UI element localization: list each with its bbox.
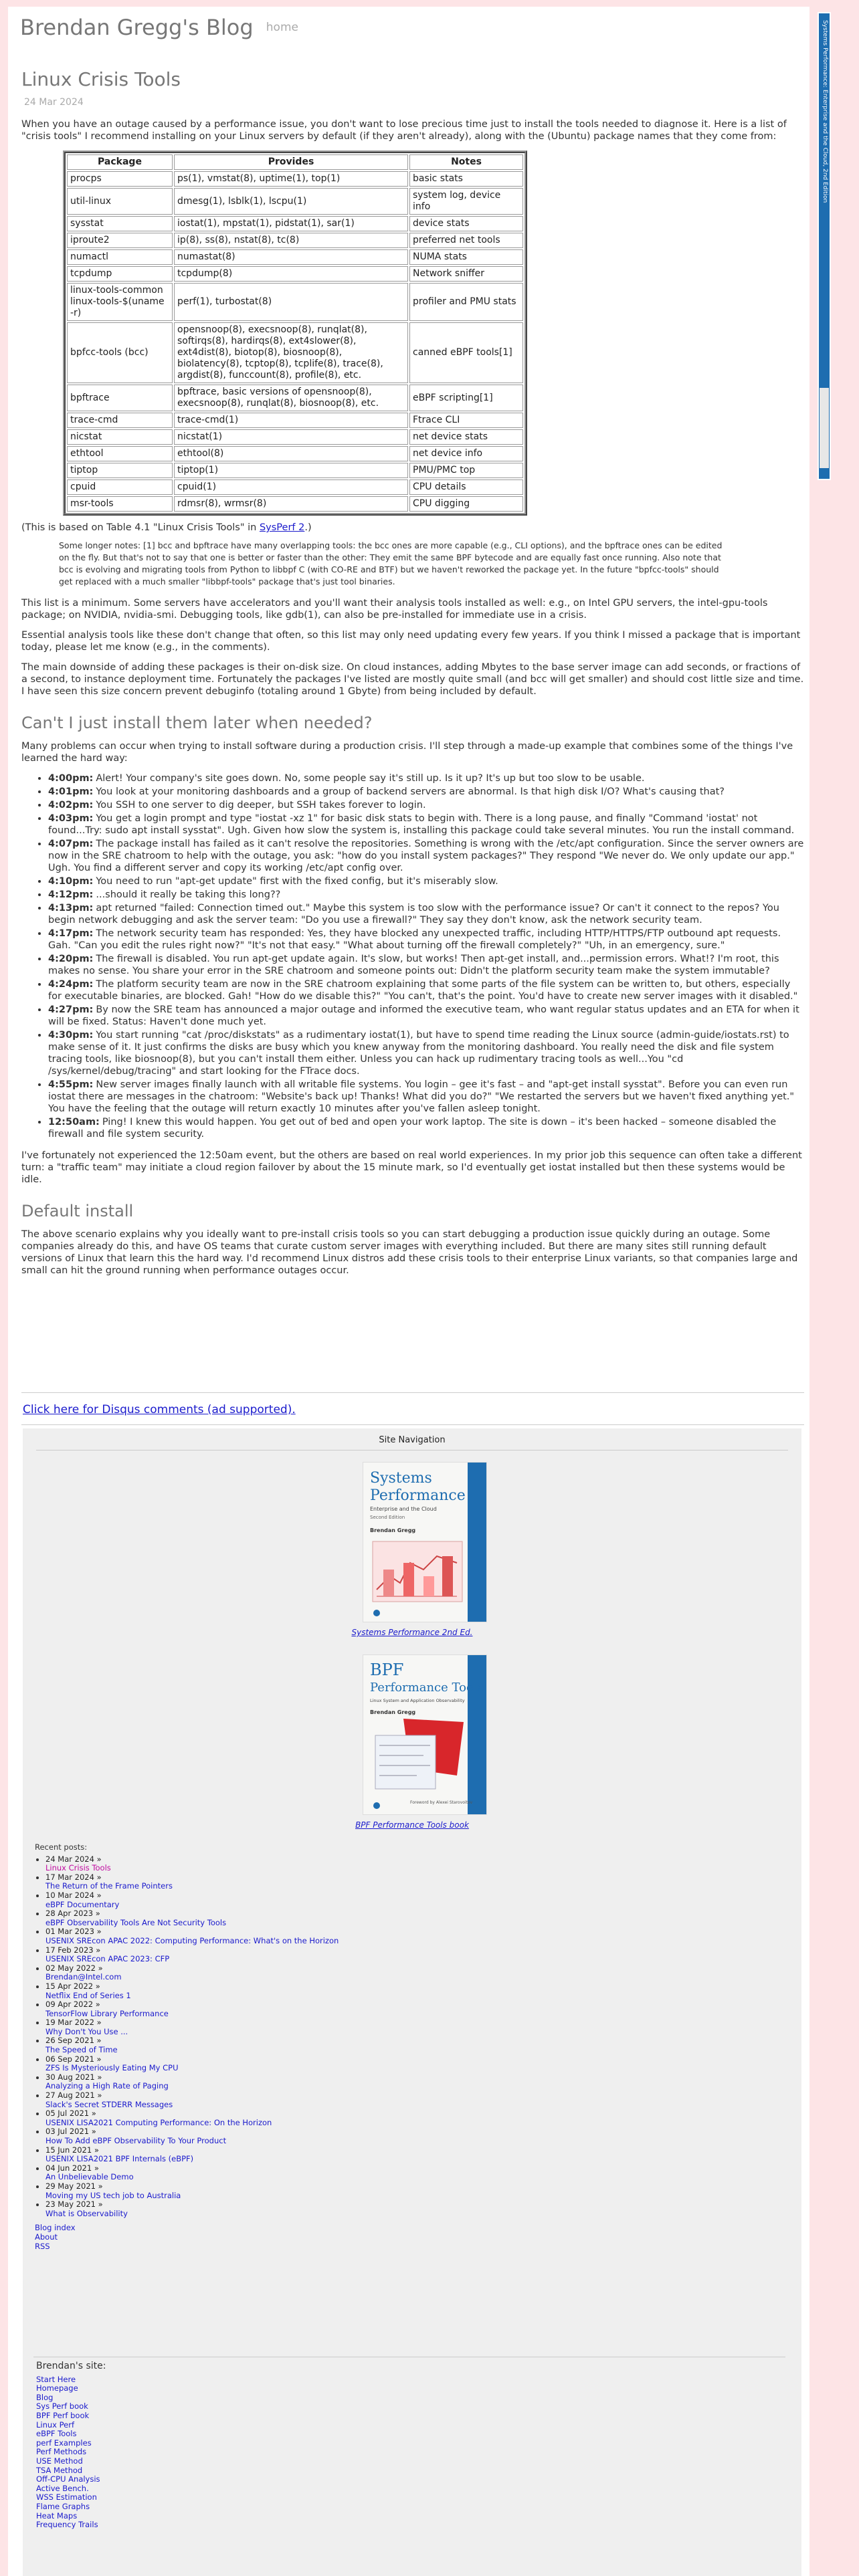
package-cell: msr-tools	[67, 496, 173, 512]
book1-subtitle: Enterprise and the Cloud	[370, 1506, 437, 1512]
recent-post-link[interactable]: Brendan@Intel.com	[45, 1972, 122, 1982]
book1-title-line2: Performance	[370, 1487, 466, 1504]
table-row	[67, 322, 523, 383]
recent-post-date: • 26 Sep 2021 »	[45, 2036, 102, 2046]
timeline-text: New server images finally launch with all writable file systems. You login – gee it's fast – and "apt-get install sysstat". Before you can even run iostat there are messages in the chatroom: "Website's back up! Thanks! What did you do?" "We restarted the servers but we haven't fixed anything yet." You have the feeling that the outage will return exactly 10 minutes after you've fallen asleep tonight.	[48, 1079, 795, 1114]
heading-default-install: Default install	[21, 1202, 134, 1220]
recent-post-item	[45, 2164, 503, 2182]
site-navigation-title: Site Navigation	[379, 1435, 446, 1445]
notes-cell: NUMA stats	[409, 249, 523, 265]
recent-post-item	[45, 1891, 503, 1909]
provides-cell: ethtool(8)	[174, 446, 408, 461]
site-link[interactable]: Active Bench.	[36, 2483, 89, 2493]
table-row	[67, 496, 523, 512]
divider	[21, 1392, 804, 1393]
site-link[interactable]: Start Here	[36, 2374, 76, 2384]
sysperf2-link[interactable]: SysPerf 2	[259, 522, 305, 533]
package-cell: iproute2	[67, 233, 173, 248]
notes-cell: basic stats	[409, 171, 523, 187]
systems-performance-book-link[interactable]: Systems Performance 2nd Ed.	[351, 1628, 473, 1637]
recent-post-date: • 02 May 2022 »	[45, 1963, 103, 1973]
recent-post-date: • 15 Apr 2022 »	[45, 1981, 100, 1991]
provides-cell: trace-cmd(1)	[174, 413, 408, 428]
timeline-item	[48, 1116, 804, 1140]
timeline-text: ...should it really be taking this long??	[96, 889, 281, 900]
provides-cell: nicstat(1)	[174, 429, 408, 445]
site-link[interactable]: TSA Method	[36, 2465, 83, 2475]
recent-post-link[interactable]: Moving my US tech job to Australia	[45, 2190, 181, 2200]
paragraph-minimum: This list is a minimum. Some servers have accelerators and you'll want their analysis tools installed as well: e.g., on Intel GPU servers, the intel-gpu-tools package; on NVIDIA, nvidia-smi. Debugging tools, like gdb(1), can also be pre-installed for immediate use in a crisis.	[21, 598, 768, 621]
recent-post-item	[45, 1873, 503, 1891]
recent-post-link[interactable]: USENIX LISA2021 Computing Performance: On the Horizon	[45, 2117, 272, 2127]
book2-title-line2: Performance Tools	[370, 1681, 484, 1695]
timeline-text: Alert! Your company's site goes down. No, some people say it's still up. Is it up? It's up but too slow to be usable.	[96, 773, 645, 784]
recent-post-item	[45, 1855, 503, 1873]
table-source-prefix: (This is based on Table 4.1 "Linux Crisis Tools" in	[21, 522, 260, 533]
column-header-provides: Provides	[174, 154, 408, 170]
recent-post-link[interactable]: Netflix End of Series 1	[45, 1990, 131, 2000]
notes-cell: eBPF scripting[1]	[409, 385, 523, 411]
brendans-site-links	[36, 2362, 504, 2530]
column-header-package: Package	[67, 154, 173, 170]
timeline-time: 4:07pm:	[48, 839, 94, 849]
timeline-item	[48, 799, 804, 811]
notes-cell: device stats	[409, 216, 523, 231]
notes-cell: PMU/PMC top	[409, 463, 523, 478]
paragraph-many-problems: Many problems can occur when trying to install software during a production crisis. I'll step through a made-up example that combines some of the things I've learned the hard way:	[21, 741, 793, 764]
package-cell: cpuid	[67, 479, 173, 495]
table-row	[67, 266, 523, 282]
recent-post-item	[45, 2146, 503, 2164]
recent-post-link[interactable]: Linux Crisis Tools	[45, 1863, 111, 1873]
provides-cell: rdmsr(8), wrmsr(8)	[174, 496, 408, 512]
provides-cell: tiptop(1)	[174, 463, 408, 478]
table-row	[67, 413, 523, 428]
notes-cell: net device info	[409, 446, 523, 461]
package-cell: linux-tools-common linux-tools-$(uname -r)	[67, 283, 173, 321]
recent-posts	[35, 1843, 503, 2251]
package-cell: bpftrace	[67, 385, 173, 411]
recent-post-date: • 04 Jun 2021 »	[45, 2163, 99, 2173]
timeline-time: 12:50am:	[48, 1117, 100, 1128]
recent-post-item	[45, 2182, 503, 2200]
recent-post-link[interactable]: Slack's Secret STDERR Messages	[45, 2099, 173, 2109]
site-link[interactable]: BPF Perf book	[36, 2410, 90, 2420]
recent-post-item	[45, 2055, 503, 2073]
timeline-time: 4:10pm:	[48, 876, 94, 887]
table-row	[67, 283, 523, 321]
recent-post-date: • 29 May 2021 »	[45, 2181, 103, 2191]
book2-author: Brendan Gregg	[370, 1709, 416, 1715]
recent-post-date: • 10 Mar 2024 »	[45, 1890, 102, 1900]
notes-cell: Network sniffer	[409, 266, 523, 282]
blog-header	[20, 15, 298, 49]
site-link[interactable]: Flame Graphs	[36, 2501, 90, 2511]
book-ad-banner[interactable]	[818, 12, 831, 480]
home-link[interactable]: home	[266, 21, 298, 34]
site-link[interactable]: WSS Estimation	[36, 2492, 97, 2502]
timeline-item	[48, 889, 804, 901]
site-link[interactable]: perf Examples	[36, 2438, 92, 2448]
recent-post-item	[45, 2018, 503, 2036]
about-link[interactable]: About	[35, 2232, 58, 2242]
timeline-time: 4:03pm:	[48, 813, 94, 824]
book1-title-line1: Systems	[370, 1470, 432, 1487]
recent-post-item	[45, 2127, 503, 2145]
recent-post-date: • 17 Mar 2024 »	[45, 1872, 102, 1882]
package-cell: procps	[67, 171, 173, 187]
recent-post-link[interactable]: USENIX SREcon APAC 2023: CFP	[45, 1954, 170, 1964]
divider	[36, 1450, 788, 1451]
recent-post-date: • 23 May 2021 »	[45, 2199, 103, 2210]
timeline-text: By now the SRE team has announced a major outage and informed the executive team, who want regular status updates and an ETA for when it will be fixed. Status: Haven't done much yet.	[48, 1004, 799, 1027]
table-source	[21, 522, 804, 533]
article	[21, 68, 804, 1285]
table-row	[67, 429, 523, 445]
timeline-time: 4:13pm:	[48, 903, 94, 914]
notes-cell: CPU digging	[409, 496, 523, 512]
recent-post-link[interactable]: eBPF Documentary	[45, 1899, 120, 1909]
recent-post-link[interactable]: The Speed of Time	[45, 2045, 118, 2055]
disqus-comments-link[interactable]: Click here for Disqus comments (ad supported).	[23, 1403, 296, 1416]
timeline-item	[48, 838, 804, 874]
table-row	[67, 479, 523, 495]
site-link[interactable]: eBPF Tools	[36, 2429, 77, 2439]
timeline-text: You start running "cat /proc/diskstats" as a rudimentary iostat(1), but have to spend time reading the Linux source (admin-guide/iostats.rst) to make sense of it. It just confirms the disks are busy which you knew anyway from the monitoring dashboard. You really need the disk and file system tracing tools, like biosnoop(8), but you can't install them either. Unless you can hack up rudimentary tracing tools as well...You "cd /sys/kernel/debug/tracing" and start looking for the FTrace docs.	[48, 1030, 789, 1077]
page	[8, 7, 809, 2576]
recent-post-date: • 27 Aug 2021 »	[45, 2090, 102, 2101]
timeline-item	[48, 772, 804, 784]
recent-post-date: • 24 Mar 2024 »	[45, 1854, 102, 1864]
timeline-item	[48, 953, 804, 977]
recent-post-item	[45, 1982, 503, 2000]
notes-cell: canned eBPF tools[1]	[409, 322, 523, 383]
banner-book-icon	[820, 388, 829, 468]
recent-post-item	[45, 2000, 503, 2018]
recent-post-link[interactable]: Analyzing a High Rate of Paging	[45, 2081, 169, 2091]
package-cell: tcpdump	[67, 266, 173, 282]
timeline-item	[48, 875, 804, 887]
package-cell: ethtool	[67, 446, 173, 461]
recent-post-link[interactable]: TensorFlow Library Performance	[45, 2008, 169, 2018]
systems-performance-cover-art	[363, 1463, 487, 1622]
timeline-time: 4:02pm:	[48, 800, 94, 811]
timeline-text: The platform security team are now in the SRE chatroom explaining that some parts of the file system can be written to, but others, especially for executable binaries, are blocked. Gah! "How do we disable this?" "You can't, that's the point. You'd have to create new server images with it disabled."	[48, 979, 798, 1002]
bpf-performance-tools-cover-art	[363, 1655, 487, 1815]
table-row	[67, 171, 523, 187]
post-date: 24 Mar 2024	[24, 97, 84, 108]
timeline-item	[48, 813, 804, 837]
provides-cell: numastat(8)	[174, 249, 408, 265]
timeline-time: 4:20pm:	[48, 954, 94, 964]
table-row	[67, 463, 523, 478]
notes-cell: Ftrace CLI	[409, 413, 523, 428]
timeline-text: The network security team has responded: Yes, they have blocked any unexpected traffic, including HTTP/HTTPS/FTP outbound apt requests. Gah. "Can you edit the rules right now?" "It's not that easy." "What about turning off the firewall completely?" "Uh, in an emergency, sure."	[48, 928, 781, 951]
recent-post-link[interactable]: An Unbelievable Demo	[45, 2172, 134, 2182]
site-link[interactable]: Frequency Trails	[36, 2520, 98, 2530]
timeline-time: 4:12pm:	[48, 889, 94, 900]
book2-subtitle: Linux System and Application Observability	[370, 1698, 465, 1703]
notes-cell: system log, device info	[409, 188, 523, 215]
paragraph-downside: The main downside of adding these packages is their on-disk size. On cloud instances, adding Mbytes to the base server image can add seconds, or fractions of a second, to instance deployment time. Fortunately the packages I've listed are mostly quite small (and bcc will get smaller) and should cost little size and time. I have seen this size concern prevent debuginfo (totaling around 1 Gbyte) from being included by default.	[21, 662, 804, 697]
bpf-performance-tools-book-link[interactable]: BPF Performance Tools book	[355, 1820, 469, 1830]
package-cell: nicstat	[67, 429, 173, 445]
package-cell: util-linux	[67, 188, 173, 215]
recent-post-date: • 03 Jul 2021 »	[45, 2127, 96, 2137]
provides-cell: perf(1), turbostat(8)	[174, 283, 408, 321]
provides-cell: ip(8), ss(8), nstat(8), tc(8)	[174, 233, 408, 248]
recent-post-date: • 06 Sep 2021 »	[45, 2054, 102, 2064]
timeline-text: Ping! I knew this would happen. You get out of bed and open your work laptop. The site is down – it's been hacked – someone disabled the firewall and file system security.	[48, 1117, 777, 1140]
timeline-item	[48, 928, 804, 952]
table-header-row	[67, 154, 523, 170]
paragraph-default-install: The above scenario explains why you ideally want to pre-install crisis tools so you can start debugging a production issue quickly during an outage. Some companies already do this, and have OS teams that curate custom server images with everything included. But there are many sites still running default versions of Linux that learn this the hard way. I'd recommend Linux distros add these crisis tools to their enterprise Linux variants, so that companies large and small can hit the ground running when performance outages occur.	[21, 1229, 798, 1276]
recent-post-link[interactable]: USENIX LISA2021 BPF Internals (eBPF)	[45, 2154, 194, 2164]
package-cell: numactl	[67, 249, 173, 265]
book1-edition: Second Edition	[370, 1515, 405, 1520]
divider	[21, 1424, 804, 1425]
provides-cell: iostat(1), mpstat(1), pidstat(1), sar(1)	[174, 216, 408, 231]
package-cell: tiptop	[67, 463, 173, 478]
provides-cell: cpuid(1)	[174, 479, 408, 495]
table-row	[67, 233, 523, 248]
table-row	[67, 446, 523, 461]
table-row	[67, 385, 523, 411]
site-link[interactable]: Sys Perf book	[36, 2401, 88, 2411]
recent-post-item	[45, 1927, 503, 1945]
site-link[interactable]: Blog	[36, 2392, 54, 2402]
recent-post-date: • 01 Mar 2023 »	[45, 1927, 102, 1937]
provides-cell: tcpdump(8)	[174, 266, 408, 282]
recent-post-link[interactable]: How To Add eBPF Observability To Your Product	[45, 2136, 227, 2145]
timeline-time: 4:17pm:	[48, 928, 94, 939]
timeline-text: You get a login prompt and type "iostat -xz 1" for basic disk stats to begin with. There is a long pause, and finally "Command 'iostat' not found...Try: sudo apt install sysstat". Ugh. Given how slow the system is, installing this package could take several minutes. You run the install command.	[48, 813, 795, 836]
recent-post-date: • 30 Aug 2021 »	[45, 2072, 102, 2082]
timeline-time: 4:30pm:	[48, 1030, 94, 1041]
timeline-time: 4:24pm:	[48, 979, 94, 990]
timeline-text: apt returned "failed: Connection timed out." Maybe this system is too slow with the performance issue? Or can't it connect to the repos? You begin network debugging and ask the server team: "Do you use a firewall?" They say they don't know, ask the network security team.	[48, 903, 779, 926]
notes-cell: profiler and PMU stats	[409, 283, 523, 321]
recent-post-date: • 05 Jul 2021 »	[45, 2109, 96, 2119]
recent-post-item	[45, 1946, 503, 1964]
timeline-time: 4:55pm:	[48, 1079, 94, 1090]
timeline-item	[48, 1004, 804, 1028]
timeline-item	[48, 1029, 804, 1077]
recent-post-link[interactable]: Why Don't You Use ...	[45, 2026, 128, 2036]
notes-cell: preferred net tools	[409, 233, 523, 248]
timeline-item	[48, 786, 804, 798]
provides-cell: dmesg(1), lsblk(1), lscpu(1)	[174, 188, 408, 215]
site-link[interactable]: Linux Perf	[36, 2420, 75, 2430]
systems-performance-book-cover[interactable]	[363, 1462, 487, 1622]
provides-cell: ps(1), vmstat(8), uptime(1), top(1)	[174, 171, 408, 187]
timeline-time: 4:27pm:	[48, 1004, 94, 1015]
outage-timeline	[21, 772, 804, 1140]
timeline-item	[48, 902, 804, 926]
recent-post-link[interactable]: USENIX SREcon APAC 2022: Computing Performance: What's on the Horizon	[45, 1935, 339, 1945]
timeline-time: 4:01pm:	[48, 786, 94, 797]
recent-post-date: • 09 Apr 2022 »	[45, 2000, 100, 2010]
recent-post-link[interactable]: ZFS Is Mysteriously Eating My CPU	[45, 2063, 179, 2073]
recent-post-item	[45, 2109, 503, 2127]
recent-post-link[interactable]: eBPF Observability Tools Are Not Security Tools	[45, 1917, 227, 1927]
book2-title-line1: BPF	[370, 1660, 404, 1679]
site-link[interactable]: Off-CPU Analysis	[36, 2474, 100, 2484]
crisis-tools-table	[63, 150, 527, 516]
paragraph-never-experienced: I've fortunately not experienced the 12:50am event, but the others are based on real world experiences. In my prior job this sequence can often take a different turn: a "traffic team" may initiate a cloud region failover by about the 15 minute mark, so I'd eventually get iostat installed but then these systems would be idle.	[21, 1150, 802, 1185]
blog-index-link[interactable]: Blog index	[35, 2223, 76, 2233]
bpf-performance-tools-book-cover[interactable]	[363, 1654, 487, 1815]
table-source-suffix: .)	[304, 522, 312, 533]
package-cell: trace-cmd	[67, 413, 173, 428]
recent-posts-title: Recent posts:	[35, 1842, 88, 1852]
recent-post-item	[45, 2091, 503, 2109]
table-row	[67, 188, 523, 215]
provides-cell: bpftrace, basic versions of opensnoop(8), execsnoop(8), runqlat(8), biosnoop(8), etc.	[174, 385, 408, 411]
timeline-text: You SSH to one server to dig deeper, but SSH takes forever to login.	[96, 800, 426, 811]
rss-link[interactable]: RSS	[35, 2241, 50, 2251]
timeline-text: The package install has failed as it can't resolve the repositories. Something is wrong with the /etc/apt configuration. Since the server owners are now in the SRE chatroom to help with the outage, you ask: "how do you install system packages?" They respond "We never do. We only update our app." Ugh. You find a different server and copy its working /etc/apt config over.	[48, 839, 804, 873]
site-link[interactable]: Heat Maps	[36, 2510, 78, 2520]
post-title: Linux Crisis Tools	[21, 68, 181, 90]
package-cell: sysstat	[67, 216, 173, 231]
timeline-item	[48, 1079, 804, 1115]
package-cell: bpfcc-tools (bcc)	[67, 322, 173, 383]
heading-install-later: Can't I just install them later when needed?	[21, 714, 373, 732]
recent-post-item	[45, 2200, 503, 2218]
recent-post-date: • 28 Apr 2023 »	[45, 1909, 100, 1919]
book2-foreword: Foreword by Alexei Starovoitov	[410, 1800, 473, 1805]
site-link[interactable]: Perf Methods	[36, 2447, 87, 2457]
banner-text: Systems Performance: Enterprise and the Cloud, 2nd Edition	[822, 20, 828, 203]
recent-post-date: • 19 Mar 2022 »	[45, 2018, 102, 2028]
recent-post-date: • 15 Jun 2021 »	[45, 2145, 99, 2155]
timeline-item	[48, 978, 804, 1002]
site-link[interactable]: Homepage	[36, 2383, 78, 2393]
notes-cell: net device stats	[409, 429, 523, 445]
timeline-text: You look at your monitoring dashboards and a group of backend servers are abnormal. Is that high disk I/O? What's causing that?	[96, 786, 725, 797]
notes-cell: CPU details	[409, 479, 523, 495]
recent-post-link[interactable]: The Return of the Frame Pointers	[45, 1881, 173, 1891]
intro-paragraph: When you have an outage caused by a performance issue, you don't want to lose precious time just to install the tools needed to diagnose it. Here is a list of "crisis tools" I recommend installing on your Linux servers by default (if they aren't already), along with the (Ubuntu) package names that they come from:	[21, 119, 787, 142]
table-row	[67, 216, 523, 231]
blog-title[interactable]: Brendan Gregg's Blog	[20, 15, 254, 40]
recent-post-item	[45, 2036, 503, 2054]
column-header-notes: Notes	[409, 154, 523, 170]
book1-author: Brendan Gregg	[370, 1527, 416, 1533]
recent-post-item	[45, 1964, 503, 1982]
recent-post-item	[45, 1909, 503, 1927]
provides-cell: opensnoop(8), execsnoop(8), runqlat(8), softirqs(8), hardirqs(8), ext4slower(8), ext4dist(8), biotop(8), biosnoop(8), biolatency(8), tcptop(8), tcplife(8), trace(8), argdist(8), funccount(8), profile(8), etc.	[174, 322, 408, 383]
timeline-time: 4:00pm:	[48, 773, 94, 784]
recent-post-item	[45, 2073, 503, 2091]
site-links-title: Brendan's site:	[36, 2361, 106, 2371]
table-row	[67, 249, 523, 265]
footnote: Some longer notes: [1] bcc and bpftrace have many overlapping tools: the bcc ones are more capable (e.g., CLI options), and the bpftrace ones can be edited on the fly. But that's not to say that one is better or faster than the other: They emit the same BPF bytecode and are equally fast once running. Also note that bcc is evolving and migrating tools from Python to libbpf C (with CO-RE and BTF) but we haven't reworked the package yet. In the future "bpfcc-tools" should get replaced with a much smaller "libbpf-tools" package that's just tool binaries.	[59, 540, 723, 586]
timeline-text: The firewall is disabled. You run apt-get update again. It's slow, but works! Then apt-get install, and...permission errors. What!? I'm root, this makes no sense. You share your error in the SRE chatroom and someone points out: Didn't the platform security team make the system immutable?	[48, 954, 779, 976]
paragraph-essential: Essential analysis tools like these don't change that often, so this list may only need updating every few years. If you think I missed a package that is important today, please let me know (e.g., in the comments).	[21, 630, 801, 653]
site-link[interactable]: USE Method	[36, 2456, 83, 2466]
site-navigation-panel	[23, 1428, 801, 2576]
recent-post-date: • 17 Feb 2023 »	[45, 1945, 101, 1955]
recent-post-link[interactable]: What is Observability	[45, 2208, 128, 2218]
timeline-text: You need to run "apt-get update" first with the fixed config, but it's miserably slow.	[96, 876, 498, 887]
